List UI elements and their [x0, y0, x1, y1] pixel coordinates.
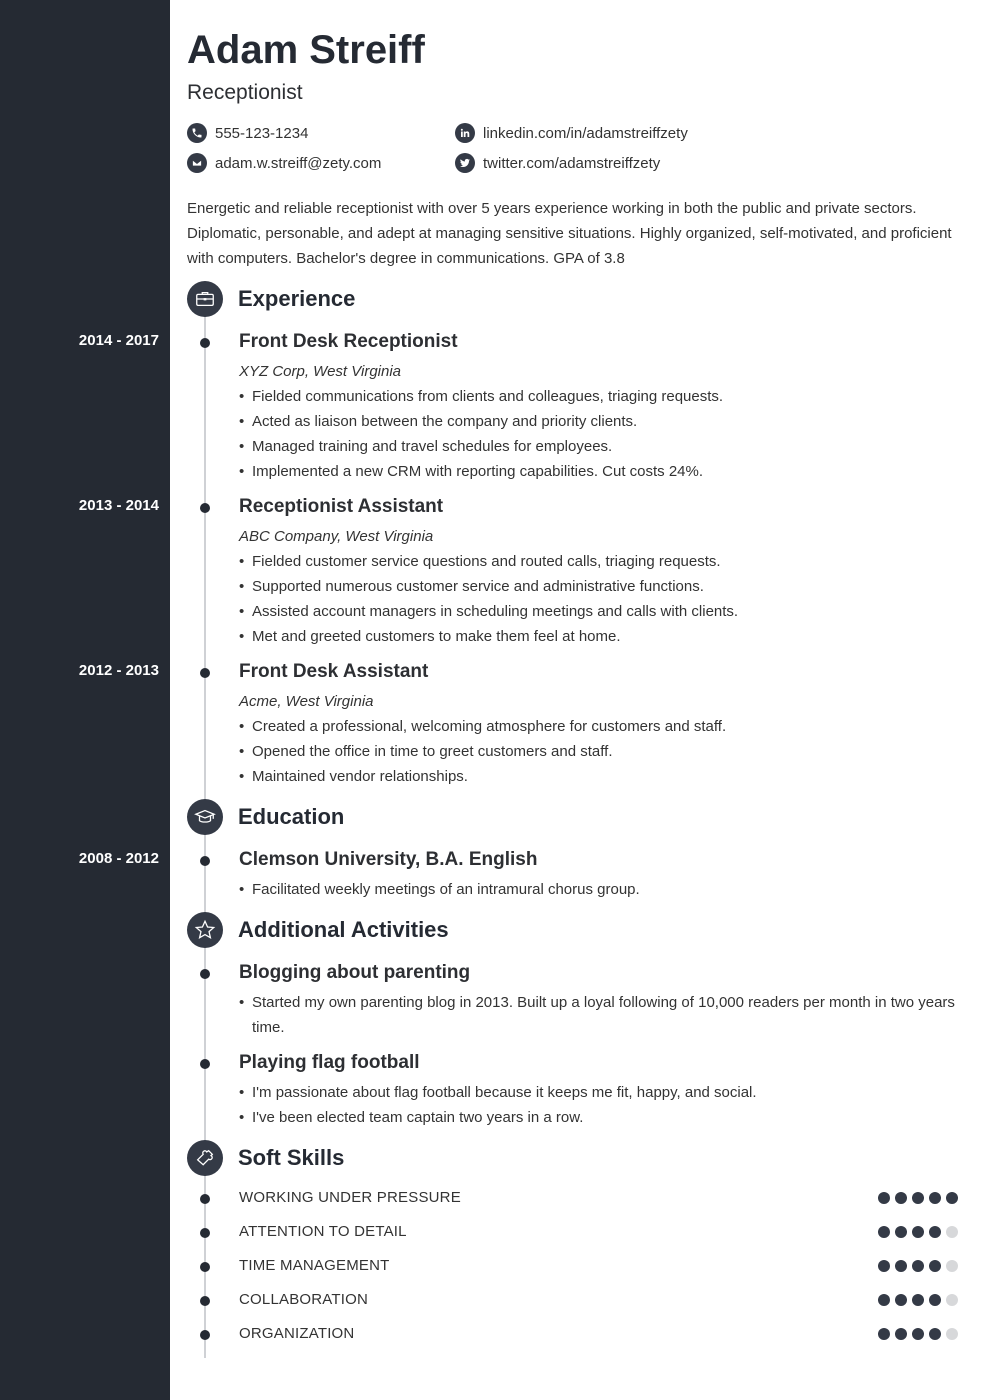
- timeline-dot: [200, 338, 210, 348]
- skill-name: ORGANIZATION: [239, 1325, 355, 1342]
- twitter-icon: [455, 153, 475, 173]
- puzzle-icon: [187, 1140, 223, 1176]
- rating-dot-filled: [912, 1226, 924, 1238]
- job-dates: 2013 - 2014: [78, 497, 159, 514]
- education-dates: 2008 - 2012: [78, 850, 159, 867]
- rating-dot-filled: [895, 1294, 907, 1306]
- job-dates: 2012 - 2013: [78, 662, 159, 679]
- timeline-dot: [200, 1194, 210, 1204]
- rating-dot-empty: [946, 1294, 958, 1306]
- list-item: • Acted as liaison between the company and priority clients.: [239, 409, 964, 434]
- timeline-dot: [200, 1262, 210, 1272]
- list-item: • I've been elected team captain two years in a row.: [239, 1105, 964, 1130]
- contact-phone: [187, 122, 308, 144]
- list-item: • Fielded communications from clients and colleagues, triaging requests.: [239, 384, 964, 409]
- rating-dot-empty: [946, 1226, 958, 1238]
- section-title-skills: Soft Skills: [238, 1145, 345, 1170]
- job-title: Receptionist Assistant: [239, 496, 444, 517]
- rating-dot-filled: [895, 1192, 907, 1204]
- rating-dot-filled: [878, 1260, 890, 1272]
- list-item: • Supported numerous customer service and administrative functions.: [239, 574, 964, 599]
- rating-dot-filled: [912, 1192, 924, 1204]
- rating-dot-filled: [878, 1328, 890, 1340]
- section-title-activities: Additional Activities: [238, 917, 449, 942]
- job-bullets: [239, 384, 964, 484]
- twitter-link[interactable]: twitter.com/adamstreiffzety: [483, 154, 661, 172]
- timeline-dot: [200, 856, 210, 866]
- rating-dot-filled: [912, 1260, 924, 1272]
- rating-dot-filled: [878, 1192, 890, 1204]
- activity-title: Blogging about parenting: [239, 962, 471, 983]
- list-item: • Started my own parenting blog in 2013. Built up a loyal following of 10,000 readers per month in two years time.: [239, 990, 964, 1040]
- candidate-name: Adam Streiff: [187, 28, 425, 72]
- timeline-dot: [200, 503, 210, 513]
- timeline-dot: [200, 1059, 210, 1069]
- list-item: • Facilitated weekly meetings of an intramural chorus group.: [239, 877, 964, 902]
- education-title: Clemson University, B.A. English: [239, 849, 538, 870]
- skill-rating: [878, 1294, 958, 1306]
- list-item: • Managed training and travel schedules for employees.: [239, 434, 964, 459]
- rating-dot-empty: [946, 1260, 958, 1272]
- linkedin-link[interactable]: linkedin.com/in/adamstreiffzety: [483, 124, 688, 142]
- timeline-dot: [200, 668, 210, 678]
- rating-dot-filled: [929, 1294, 941, 1306]
- timeline-dot: [200, 1296, 210, 1306]
- activity-bullets: [239, 1080, 964, 1130]
- job-bullets: [239, 549, 964, 649]
- sidebar: [0, 0, 170, 1400]
- list-item: • Opened the office in time to greet customers and staff.: [239, 739, 964, 764]
- contact-email: [187, 152, 381, 174]
- rating-dot-filled: [929, 1226, 941, 1238]
- briefcase-icon: [187, 281, 223, 317]
- list-item: • Maintained vendor relationships.: [239, 764, 964, 789]
- rating-dot-filled: [929, 1192, 941, 1204]
- list-item: • Created a professional, welcoming atmosphere for customers and staff.: [239, 714, 964, 739]
- linkedin-icon: [455, 123, 475, 143]
- rating-dot-filled: [878, 1226, 890, 1238]
- activity-title: Playing flag football: [239, 1052, 420, 1073]
- skill-rating: [878, 1260, 958, 1272]
- phone-text: 555-123-1234: [215, 124, 309, 142]
- rating-dot-filled: [929, 1328, 941, 1340]
- contact-linkedin: [455, 122, 688, 144]
- rating-dot-filled: [895, 1260, 907, 1272]
- job-company: ABC Company, West Virginia: [239, 528, 434, 545]
- timeline-dot: [200, 969, 210, 979]
- email-icon: [187, 153, 207, 173]
- rating-dot-filled: [912, 1294, 924, 1306]
- rating-dot-filled: [946, 1192, 958, 1204]
- education-bullets: [239, 877, 964, 902]
- job-company: XYZ Corp, West Virginia: [239, 363, 402, 380]
- rating-dot-empty: [946, 1328, 958, 1340]
- phone-icon: [187, 123, 207, 143]
- skill-rating: [878, 1226, 958, 1238]
- skill-name: COLLABORATION: [239, 1291, 369, 1308]
- timeline-dot: [200, 1330, 210, 1340]
- rating-dot-filled: [895, 1328, 907, 1340]
- skill-name: TIME MANAGEMENT: [239, 1257, 390, 1274]
- graduation-cap-icon: [187, 799, 223, 835]
- star-icon: [187, 912, 223, 948]
- list-item: • Assisted account managers in scheduling meetings and calls with clients.: [239, 599, 964, 624]
- candidate-title: Receptionist: [187, 81, 303, 104]
- contact-twitter: [455, 152, 660, 174]
- job-title: Front Desk Assistant: [239, 661, 429, 682]
- section-title-education: Education: [238, 804, 345, 829]
- job-company: Acme, West Virginia: [239, 693, 374, 710]
- list-item: • Met and greeted customers to make them feel at home.: [239, 624, 964, 649]
- job-bullets: [239, 714, 964, 789]
- rating-dot-filled: [878, 1294, 890, 1306]
- rating-dot-filled: [895, 1226, 907, 1238]
- job-title: Front Desk Receptionist: [239, 331, 458, 352]
- list-item: • Fielded customer service questions and routed calls, triaging requests.: [239, 549, 964, 574]
- skill-rating: [878, 1192, 958, 1204]
- timeline-dot: [200, 1228, 210, 1238]
- rating-dot-filled: [929, 1260, 941, 1272]
- list-item: • Implemented a new CRM with reporting capabilities. Cut costs 24%.: [239, 459, 964, 484]
- profile-summary: Energetic and reliable receptionist with over 5 years experience working in both the public and private sectors. Diplomatic, personable, and adept at managing sensitive situations. Highly organized, self-motivated, and proficient with computers. Bachelor's degree in communications. GPA of 3.8: [187, 200, 952, 267]
- skill-name: WORKING UNDER PRESSURE: [239, 1189, 461, 1206]
- skill-name: ATTENTION TO DETAIL: [239, 1223, 407, 1240]
- rating-dot-filled: [912, 1328, 924, 1340]
- activity-bullets: [239, 990, 964, 1040]
- email-link[interactable]: adam.w.streiff@zety.com: [215, 154, 382, 172]
- job-dates: 2014 - 2017: [78, 332, 159, 349]
- skill-rating: [878, 1328, 958, 1340]
- list-item: • I'm passionate about flag football because it keeps me fit, happy, and social.: [239, 1080, 964, 1105]
- section-title-experience: Experience: [238, 286, 356, 311]
